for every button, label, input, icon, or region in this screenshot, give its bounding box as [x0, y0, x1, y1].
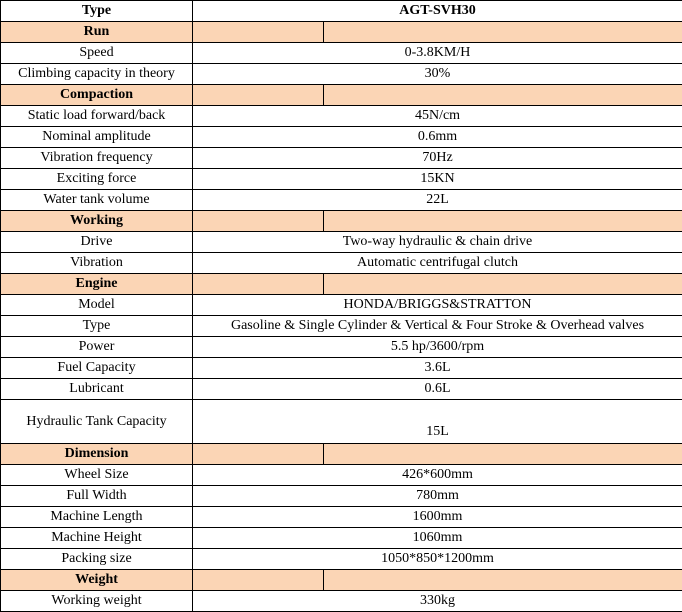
section-run: [1, 22, 682, 43]
row-label: Type: [1, 316, 193, 337]
table-row: [1, 253, 682, 274]
header-type-label: Type: [1, 1, 193, 22]
row-value: 0.6mm: [193, 127, 682, 148]
row-label: Lubricant: [1, 379, 193, 400]
row-value: 1060mm: [193, 528, 682, 549]
section-blank: [324, 570, 682, 591]
section-title: Compaction: [1, 85, 193, 106]
row-label: Vibration frequency: [1, 148, 193, 169]
table-row: [1, 400, 682, 444]
section-blank: [193, 85, 324, 106]
section-dimension: [1, 444, 682, 465]
table-row: [1, 358, 682, 379]
row-value: Gasoline & Single Cylinder & Vertical & Four Stroke & Overhead valves: [193, 316, 682, 337]
section-blank: [193, 570, 324, 591]
table-row: [1, 169, 682, 190]
row-label: Model: [1, 295, 193, 316]
section-blank: [193, 211, 324, 232]
row-label: Vibration: [1, 253, 193, 274]
row-label: Working weight: [1, 591, 193, 612]
row-value: 1600mm: [193, 507, 682, 528]
row-label: Packing size: [1, 549, 193, 570]
row-label: Speed: [1, 43, 193, 64]
table-row: [1, 190, 682, 211]
row-label: Power: [1, 337, 193, 358]
row-value: 0.6L: [193, 379, 682, 400]
row-label: Water tank volume: [1, 190, 193, 211]
section-compaction: [1, 85, 682, 106]
section-title: Weight: [1, 570, 193, 591]
row-value: 22L: [193, 190, 682, 211]
section-title: Engine: [1, 274, 193, 295]
section-title: Working: [1, 211, 193, 232]
row-label: Hydraulic Tank Capacity: [1, 400, 193, 444]
header-row: [1, 1, 682, 22]
section-blank: [193, 444, 324, 465]
row-label: Nominal amplitude: [1, 127, 193, 148]
row-label: Wheel Size: [1, 465, 193, 486]
row-label: Drive: [1, 232, 193, 253]
row-value: Automatic centrifugal clutch: [193, 253, 682, 274]
table-row: [1, 295, 682, 316]
row-value: 15L: [193, 400, 682, 444]
row-label: Machine Length: [1, 507, 193, 528]
table-row: [1, 591, 682, 612]
section-blank: [324, 274, 682, 295]
table-row: [1, 316, 682, 337]
table-row: [1, 148, 682, 169]
section-blank: [193, 22, 324, 43]
row-value: 330kg: [193, 591, 682, 612]
table-row: [1, 379, 682, 400]
row-label: Static load forward/back: [1, 106, 193, 127]
row-value: 45N/cm: [193, 106, 682, 127]
section-engine: [1, 274, 682, 295]
table-row: [1, 106, 682, 127]
table-row: [1, 528, 682, 549]
section-blank: [193, 274, 324, 295]
row-value: 0-3.8KM/H: [193, 43, 682, 64]
table-row: [1, 549, 682, 570]
table-row: [1, 465, 682, 486]
section-blank: [324, 211, 682, 232]
row-label: Machine Height: [1, 528, 193, 549]
table-row: [1, 232, 682, 253]
row-value: 1050*850*1200mm: [193, 549, 682, 570]
row-value: HONDA/BRIGGS&STRATTON: [193, 295, 682, 316]
row-label: Exciting force: [1, 169, 193, 190]
table-row: [1, 43, 682, 64]
section-working: [1, 211, 682, 232]
table-row: [1, 64, 682, 85]
row-value: 5.5 hp/3600/rpm: [193, 337, 682, 358]
row-value: Two-way hydraulic & chain drive: [193, 232, 682, 253]
section-weight: [1, 570, 682, 591]
section-title: Dimension: [1, 444, 193, 465]
header-model-value: AGT-SVH30: [193, 1, 682, 22]
row-label: Full Width: [1, 486, 193, 507]
row-value: 780mm: [193, 486, 682, 507]
section-blank: [324, 85, 682, 106]
table-row: [1, 486, 682, 507]
table-row: [1, 337, 682, 358]
row-value: 426*600mm: [193, 465, 682, 486]
table-row: [1, 507, 682, 528]
row-value: 70Hz: [193, 148, 682, 169]
row-value: 30%: [193, 64, 682, 85]
table-row: [1, 127, 682, 148]
row-value: 15KN: [193, 169, 682, 190]
section-blank: [324, 22, 682, 43]
row-label: Fuel Capacity: [1, 358, 193, 379]
section-blank: [324, 444, 682, 465]
row-value: 3.6L: [193, 358, 682, 379]
row-label: Climbing capacity in theory: [1, 64, 193, 85]
section-title: Run: [1, 22, 193, 43]
